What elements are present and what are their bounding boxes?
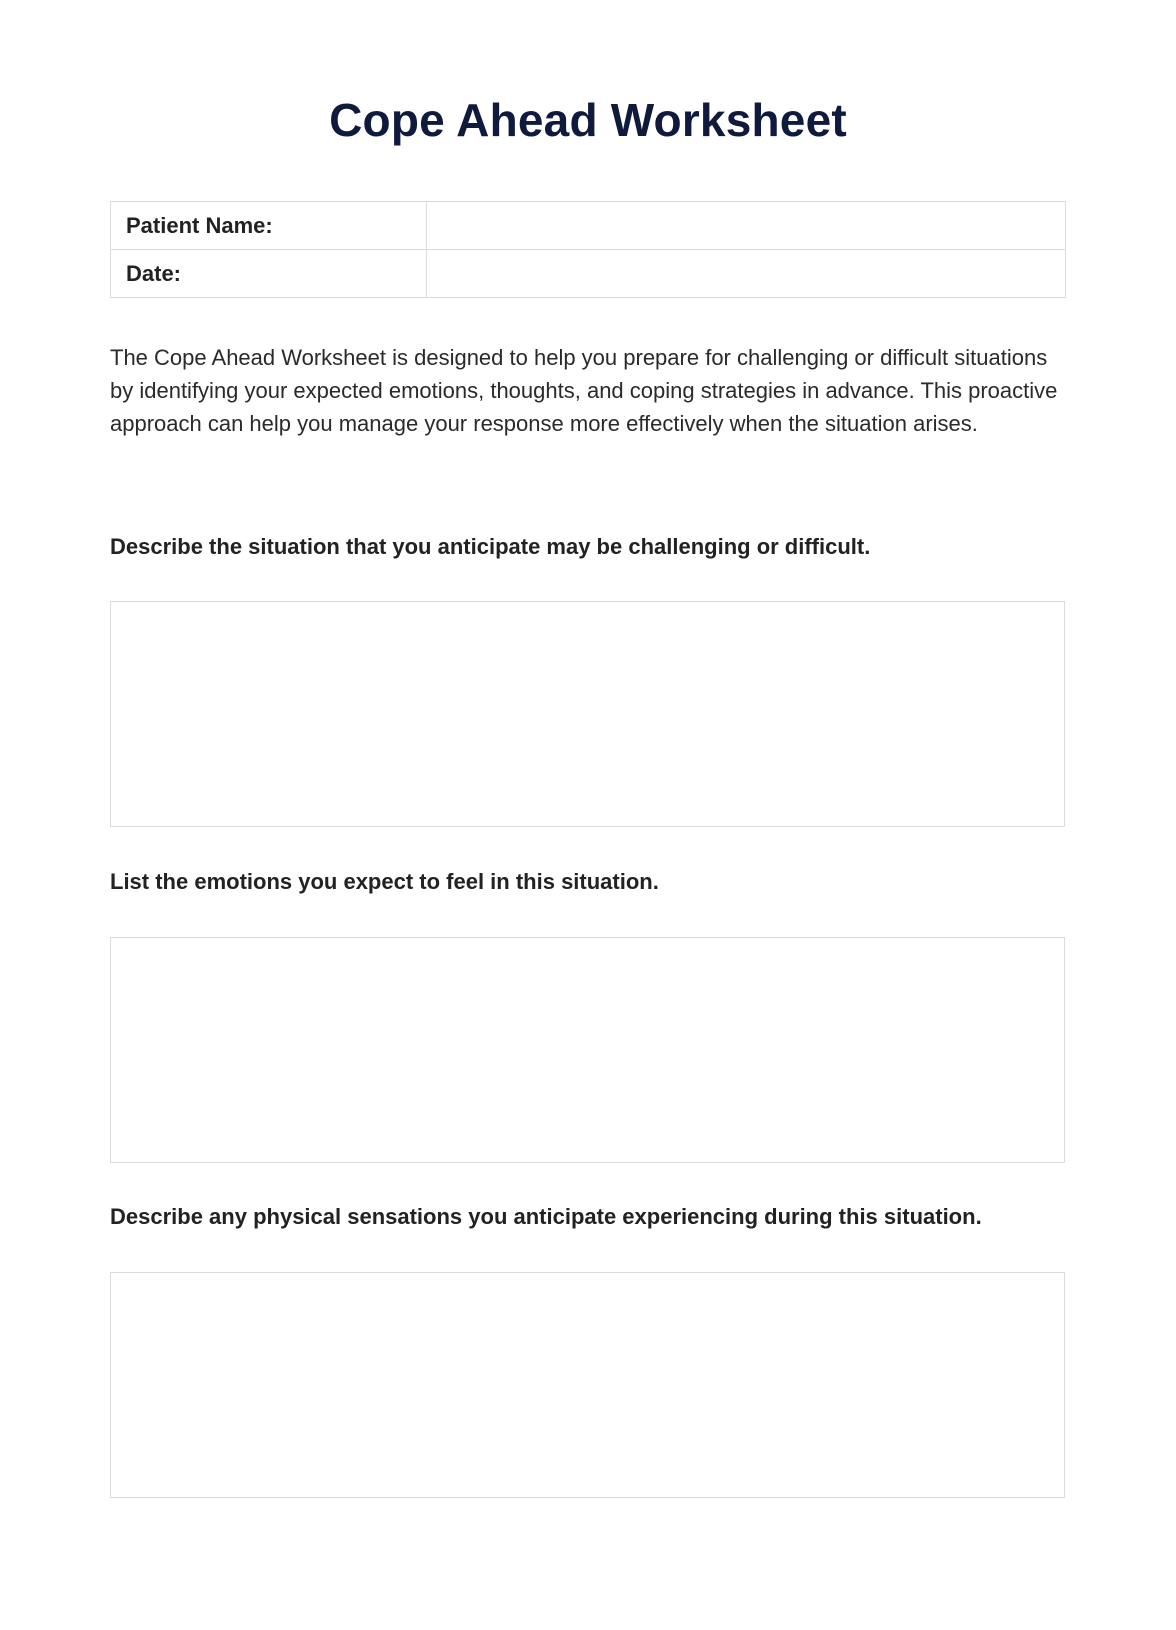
answer-box-physical-sensations[interactable] [110, 1272, 1065, 1498]
question-physical-sensations: Describe any physical sensations you anticipate experiencing during this situation. [110, 1204, 982, 1229]
date-field[interactable] [427, 250, 1066, 298]
page-title: Cope Ahead Worksheet [329, 94, 847, 146]
patient-name-field[interactable] [427, 202, 1066, 250]
date-label: Date: [111, 250, 427, 298]
answer-box-emotions[interactable] [110, 937, 1065, 1163]
patient-name-row [111, 202, 1066, 250]
intro-paragraph: The Cope Ahead Worksheet is designed to help you prepare for challenging or difficult situations by identifying your expected emotions, thoughts, and coping strategies in advance. This proactive approach can help you manage your response more effectively when the situation arises. [110, 345, 1058, 436]
answer-box-situation[interactable] [110, 601, 1065, 827]
patient-info-table [110, 201, 1066, 298]
question-situation: Describe the situation that you anticipate may be challenging or difficult. [110, 534, 871, 559]
patient-name-label: Patient Name: [111, 202, 427, 250]
question-emotions: List the emotions you expect to feel in this situation. [110, 869, 659, 894]
date-row [111, 250, 1066, 298]
